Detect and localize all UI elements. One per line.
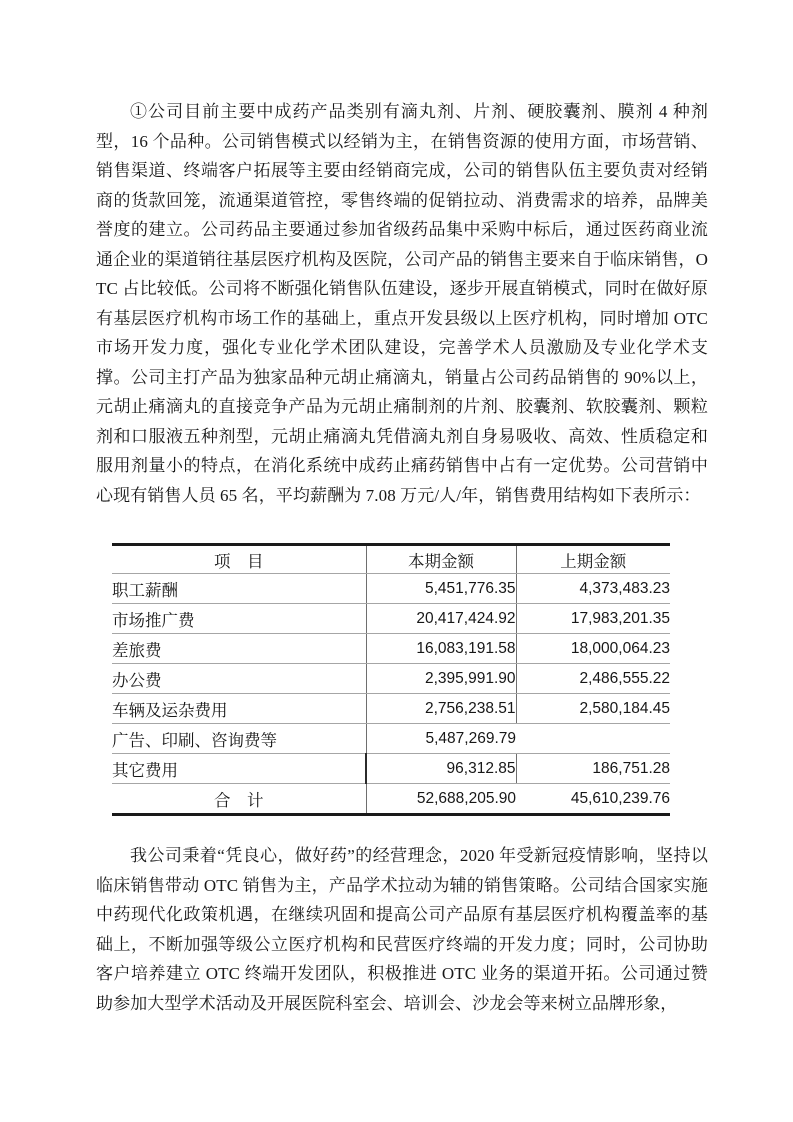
total-current-amount: 52,688,205.90 [366, 784, 516, 815]
selling-expense-table [112, 543, 670, 816]
table-row-total [112, 784, 670, 815]
header-prior-amount: 上期金额 [516, 545, 670, 574]
table-header-row [112, 545, 670, 574]
row-label: 其它费用 [112, 754, 366, 784]
row-label: 差旅费 [112, 634, 366, 664]
table-row-market-promotion [112, 604, 670, 634]
row-label: 办公费 [112, 664, 366, 694]
table-row-advertising-printing-consulting [112, 724, 670, 754]
current-amount: 96,312.85 [366, 754, 516, 784]
header-item: 项 目 [112, 545, 366, 574]
prior-amount: 18,000,064.23 [516, 634, 670, 664]
prior-amount: 186,751.28 [516, 754, 670, 784]
table-row-vehicle-misc [112, 694, 670, 724]
prior-amount: 4,373,483.23 [516, 574, 670, 604]
table-row-office [112, 664, 670, 694]
table-row-travel [112, 634, 670, 664]
table-row-staff-compensation [112, 574, 670, 604]
row-label: 职工薪酬 [112, 574, 366, 604]
current-amount: 20,417,424.92 [366, 604, 516, 634]
total-prior-amount: 45,610,239.76 [570, 789, 670, 807]
table-row-other [112, 754, 670, 784]
current-amount: 5,451,776.35 [366, 574, 516, 604]
prior-amount: 2,580,184.45 [516, 694, 670, 724]
prior-amount: 17,983,201.35 [516, 604, 670, 634]
current-amount: 5,487,269.79 [366, 724, 516, 754]
total-label: 合 计 [214, 790, 264, 810]
current-amount: 2,395,991.90 [366, 664, 516, 694]
paragraph-sales-model: ①公司目前主要中成药产品类别有滴丸剂、片剂、硬胶囊剂、膜剂 4 种剂型，16 个品种。公司销售模式以经销为主，在销售资源的使用方面，市场营销、销售渠道、终端客户拓展等主要由经销商完成，公司的销售队伍主要负责对经销商的货款回笼，流通渠道管控，零售终端的促销拉动、消费需求的培养，品牌美誉度的建立。公司药品主要通过参加省级药品集中采购中标后，通过医药商业流通企业的渠道销往基层医疗机构及医院，公司产品的销售主要来自于临床销售，OTC 占比较低。公司将不断强化销售队伍建设，逐步开展直销模式，同时在做好原有基层医疗机构市场工作的基础上，重点开发县级以上医疗机构，同时增加 OTC 市场开发力度，强化专业化学术团队建设，完善学术人员激励及专业化学术支撑。公司主打产品为独家品种元胡止痛滴丸，销量占公司药品销售的 90%以上，元胡止痛滴丸的直接竞争产品为元胡止痛制剂的片剂、胶囊剂、软胶囊剂、颗粒剂和口服液五种剂型，元胡止痛滴丸凭借滴丸剂自身易吸收、高效、性质稳定和服用剂量小的特点，在消化系统中成药止痛药销售中占有一定优势。公司营销中心现有销售人员 65 名，平均薪酬为 7.08 万元/人/年，销售费用结构如下表所示： [96, 102, 708, 505]
current-amount: 2,756,238.51 [366, 694, 516, 724]
row-label: 车辆及运杂费用 [112, 694, 366, 724]
prior-amount: 2,486,555.22 [516, 664, 670, 694]
row-label: 市场推广费 [112, 604, 366, 634]
row-label: 广告、印刷、咨询费等 [112, 724, 366, 754]
header-current-amount: 本期金额 [366, 545, 516, 574]
prior-amount-empty [516, 724, 670, 754]
current-amount: 16,083,191.58 [366, 634, 516, 664]
paragraph-operating-philosophy: 我公司秉着“凭良心，做好药”的经营理念，2020 年受新冠疫情影响，坚持以临床销售带动 OTC 销售为主，产品学术拉动为辅的销售策略。公司结合国家实施中药现代化政策机遇，在继续巩固和提高公司产品原有基层医疗机构覆盖率的基础上，不断加强等级公立医疗机构和民营医疗终端的开发力度；同时，公司协助客户培养建立 OTC 终端开发团队，积极推进 OTC 业务的渠道开拓。公司通过赞助参加大型学术活动及开展医院科室会、培训会、沙龙会等来树立品牌形象， [96, 846, 708, 1013]
